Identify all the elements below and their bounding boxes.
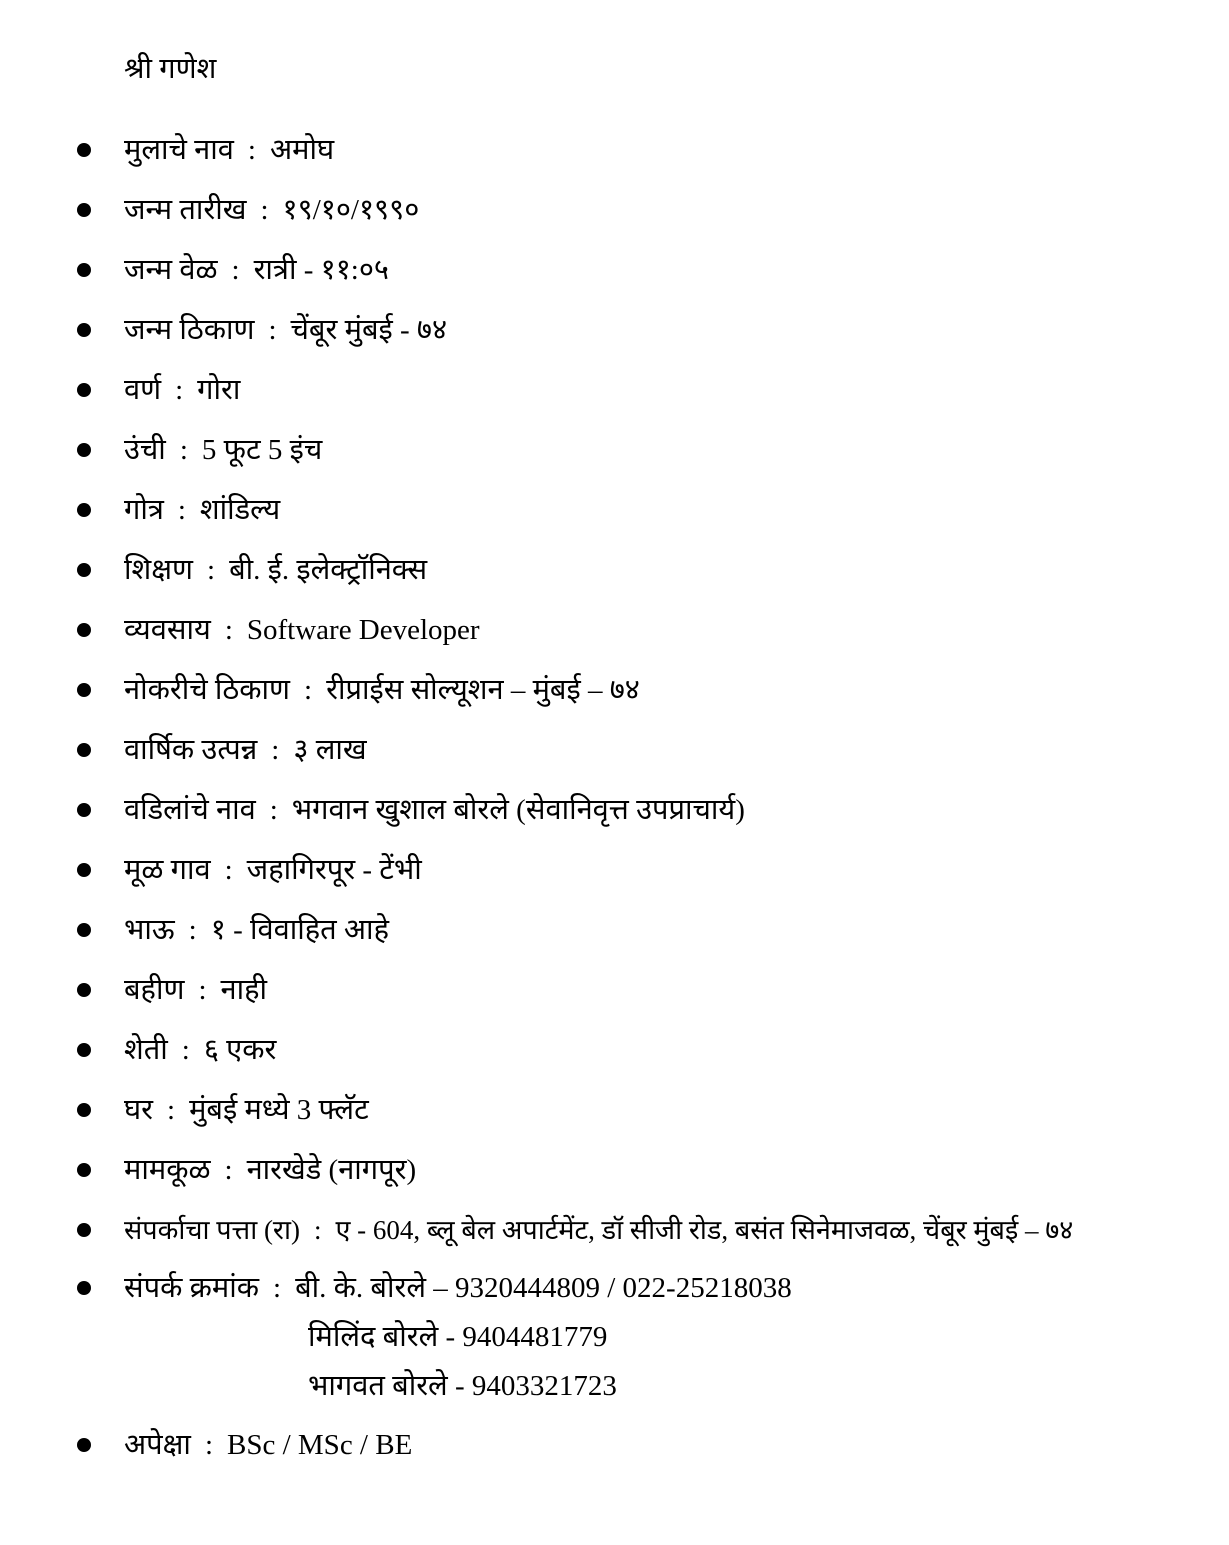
separator: :: [247, 134, 256, 166]
item-value: नारखेडे (नागपूर): [246, 1154, 417, 1186]
bullet-icon: [77, 563, 91, 577]
item-expectation: [0, 1425, 1229, 1465]
separator: :: [224, 1154, 233, 1186]
separator: :: [273, 1272, 282, 1304]
item-label: शेती: [124, 1034, 168, 1066]
bullet-icon: [77, 863, 91, 877]
bullet-icon: [77, 383, 91, 397]
bullet-icon: [77, 143, 91, 157]
item-label: मुलाचे नाव: [124, 134, 234, 166]
item-value: १ - विवाहित आहे: [210, 914, 389, 946]
bullet-icon: [77, 983, 91, 997]
item-label: उंची: [124, 434, 166, 466]
bullet-icon: [77, 263, 91, 277]
bullet-icon: [77, 683, 91, 697]
item-value: रात्री - ११:०५: [253, 254, 389, 286]
contact-line-3: भागवत बोरले - 9403321723: [308, 1370, 617, 1402]
item-value: ६ एकर: [203, 1034, 277, 1066]
bullet-icon: [77, 803, 91, 817]
item-label: गोत्र: [124, 494, 164, 526]
bullet-icon: [77, 623, 91, 637]
item-value: 5 फूट 5 इंच: [201, 434, 323, 466]
item-birth-date: [0, 190, 1229, 230]
item-label: जन्म ठिकाण: [124, 314, 255, 346]
item-label: वार्षिक उत्पन्न: [124, 734, 258, 766]
item-value: नाही: [220, 974, 268, 1006]
item-label: जन्म वेळ: [124, 254, 218, 286]
separator: :: [260, 194, 269, 226]
item-house: [0, 1090, 1229, 1130]
separator: :: [207, 554, 216, 586]
item-native-village: [0, 850, 1229, 890]
separator: :: [167, 1094, 176, 1126]
separator: :: [177, 494, 186, 526]
bullet-icon: [77, 1163, 91, 1177]
item-label: घर: [124, 1094, 154, 1126]
item-label: अपेक्षा: [124, 1429, 191, 1461]
separator: :: [204, 1429, 213, 1461]
item-workplace: [0, 670, 1229, 710]
item-maternal-family: [0, 1150, 1229, 1190]
bullet-icon: [77, 1281, 91, 1295]
item-value: मुंबई मध्ये 3 फ्लॅट: [189, 1094, 369, 1126]
bullet-icon: [77, 1223, 91, 1237]
item-value: शांडिल्य: [199, 494, 281, 526]
bullet-icon: [77, 503, 91, 517]
item-value: ए - 604, ब्लू बेल अपार्टमेंट, डॉ सीजी रोड, बसंत सिनेमाजवळ, चेंबूर मुंबई – ७४: [335, 1215, 1074, 1245]
separator: :: [181, 1034, 190, 1066]
item-label: संपर्क क्रमांक: [124, 1272, 259, 1304]
item-complexion: [0, 370, 1229, 410]
item-value: गोरा: [197, 374, 241, 406]
item-label: मामकूळ: [124, 1154, 211, 1186]
item-gotra: [0, 490, 1229, 530]
item-value: भगवान खुशाल बोरले (सेवानिवृत्त उपप्राचार्य): [291, 794, 745, 826]
item-label: बहीण: [124, 974, 185, 1006]
separator: :: [269, 794, 278, 826]
separator: :: [188, 914, 197, 946]
bullet-icon: [77, 323, 91, 337]
item-label: जन्म तारीख: [124, 194, 247, 226]
separator: :: [224, 614, 233, 646]
item-label: व्यवसाय: [124, 614, 211, 646]
heading-shri-ganesh: श्री गणेश: [124, 53, 217, 85]
item-label: शिक्षण: [124, 554, 193, 586]
separator: :: [224, 854, 233, 886]
separator: :: [179, 434, 188, 466]
item-value: ३ लाख: [293, 734, 367, 766]
bullet-icon: [77, 1043, 91, 1057]
item-name: [0, 130, 1229, 170]
bullet-icon: [77, 1438, 91, 1452]
item-annual-income: [0, 730, 1229, 770]
separator: :: [231, 254, 240, 286]
item-label: वडिलांचे नाव: [124, 794, 256, 826]
bullet-icon: [77, 1103, 91, 1117]
separator: :: [175, 374, 184, 406]
item-address: [0, 1210, 1229, 1250]
contact-line-2: मिलिंद बोरले - 9404481779: [308, 1321, 608, 1353]
bullet-icon: [77, 443, 91, 457]
item-brother: [0, 910, 1229, 950]
item-value: जहागिरपूर - टेंभी: [246, 854, 422, 886]
item-birth-time: [0, 250, 1229, 290]
bullet-icon: [77, 203, 91, 217]
item-father-name: [0, 790, 1229, 830]
item-value: १९/१०/१९९०: [282, 194, 420, 226]
item-value: रीप्राईस सोल्यूशन – मुंबई – ७४: [326, 674, 640, 706]
item-contact-numbers: [0, 1268, 1229, 1308]
item-sister: [0, 970, 1229, 1010]
item-value: Software Developer: [246, 614, 480, 646]
item-value: अमोघ: [269, 134, 335, 166]
separator: :: [271, 734, 280, 766]
item-value: बी. के. बोरले – 9320444809 / 022-25218038: [295, 1272, 792, 1304]
item-value: चेंबूर मुंबई - ७४: [290, 314, 448, 346]
item-height: [0, 430, 1229, 470]
bullet-icon: [77, 923, 91, 937]
separator: :: [268, 314, 277, 346]
item-farm: [0, 1030, 1229, 1070]
separator: :: [304, 674, 313, 706]
separator: :: [313, 1215, 322, 1245]
item-birth-place: [0, 310, 1229, 350]
item-value: बी. ई. इलेक्ट्रॉनिक्स: [229, 554, 428, 586]
item-label: भाऊ: [124, 914, 175, 946]
item-occupation: [0, 610, 1229, 650]
item-label: नोकरीचे ठिकाण: [124, 674, 291, 706]
item-value: BSc / MSc / BE: [227, 1429, 413, 1461]
item-education: [0, 550, 1229, 590]
item-label: संपर्काचा पत्ता (रा): [124, 1215, 300, 1245]
separator: :: [198, 974, 207, 1006]
item-label: वर्ण: [124, 374, 162, 406]
bullet-icon: [77, 743, 91, 757]
item-label: मूळ गाव: [124, 854, 211, 886]
